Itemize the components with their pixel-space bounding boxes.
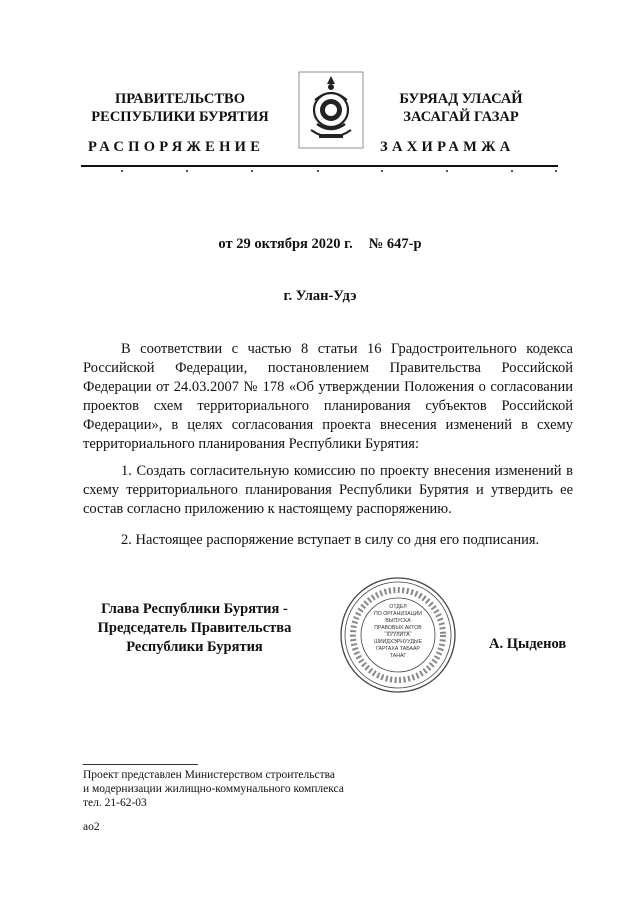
seal-line-2: ПО ОРГАНИЗАЦИИ <box>374 611 422 617</box>
preamble-text: В соответствии с частью 8 статьи 16 Градостроительного кодекса Российской Федерации, постановлением Правительства Российской Федерации от 24.03.2007 № 178 «Об утверждении Положения о согласовании проектов схем территориального планирования субъектов Российской Федерации», в целях согласования проекта внесения изменений в схему территориального планирования Республики Бурятия: <box>83 341 573 452</box>
header-left-line-2: РЕСПУБЛИКИ БУРЯТИЯ <box>91 109 269 125</box>
seal-line-3: ВЫПУСКА <box>385 618 411 624</box>
republic-buryatia-emblem-icon <box>297 70 365 150</box>
footnote-line-3: тел. 21-62-03 <box>83 797 147 809</box>
header-left-doc-type: РАСПОРЯЖЕНИЕ <box>88 139 265 155</box>
seal-line-4: ПРАВОВЫХ АКТОВ <box>374 625 422 631</box>
header-dotted-line <box>81 170 558 176</box>
seal-line-7: ГАРГАХА ТАБААР <box>376 646 420 652</box>
item-2-text: 2. Настоящее распоряжение вступает в силу со дня его подписания. <box>121 532 540 548</box>
item-2-paragraph <box>83 531 573 550</box>
seal-line-8: ТАНАГ <box>389 653 407 659</box>
item-1-paragraph <box>83 462 573 519</box>
header-right-line-1: БУРЯАД УЛАСАЙ <box>399 91 523 107</box>
document-city: г. Улан-Удэ <box>283 288 357 304</box>
header-left-line-1: ПРАВИТЕЛЬСТВО <box>115 91 245 107</box>
header-divider <box>81 165 558 167</box>
seal-line-1: ОТДЕЛ <box>389 604 407 610</box>
signatory-title-line-3: Республики Бурятия <box>126 639 263 655</box>
footnote-line-2: и модернизации жилищно-коммунального комплекса <box>83 783 344 795</box>
header-right-line-2: ЗАСАГАЙ ГАЗАР <box>403 109 519 125</box>
header-right-doc-type: ЗАХИРАМЖА <box>380 139 515 155</box>
preamble-paragraph <box>83 340 573 454</box>
signatory-title <box>82 600 307 657</box>
footnote <box>83 768 423 810</box>
signatory-title-line-2: Председатель Правительства <box>97 620 292 636</box>
document-date: от 29 октября 2020 г. <box>218 236 353 252</box>
document-date-number <box>0 236 640 253</box>
seal-line-5: ХУУЛИТА <box>386 632 410 638</box>
header-right-authority <box>372 90 550 126</box>
document-number: № 647-р <box>368 236 422 252</box>
official-round-seal-icon <box>338 575 458 695</box>
document-code: ао2 <box>83 821 100 833</box>
item-1-text: 1. Создать согласительную комиссию по проекту внесения изменений в схему территориального планирования Республики Бурятия и утвердить ее состав согласно приложению к настоящему распоряжению. <box>83 463 573 517</box>
footnote-line-1: Проект представлен Министерством строительства <box>83 769 336 781</box>
signatory-title-line-1: Глава Республики Бурятия - <box>101 601 288 617</box>
seal-line-6: ШИИДХЭРНУУДЫЕ <box>374 639 422 645</box>
footnote-divider <box>83 764 198 765</box>
signatory-name: А. Цыденов <box>489 636 567 652</box>
header-left-authority <box>75 90 285 126</box>
